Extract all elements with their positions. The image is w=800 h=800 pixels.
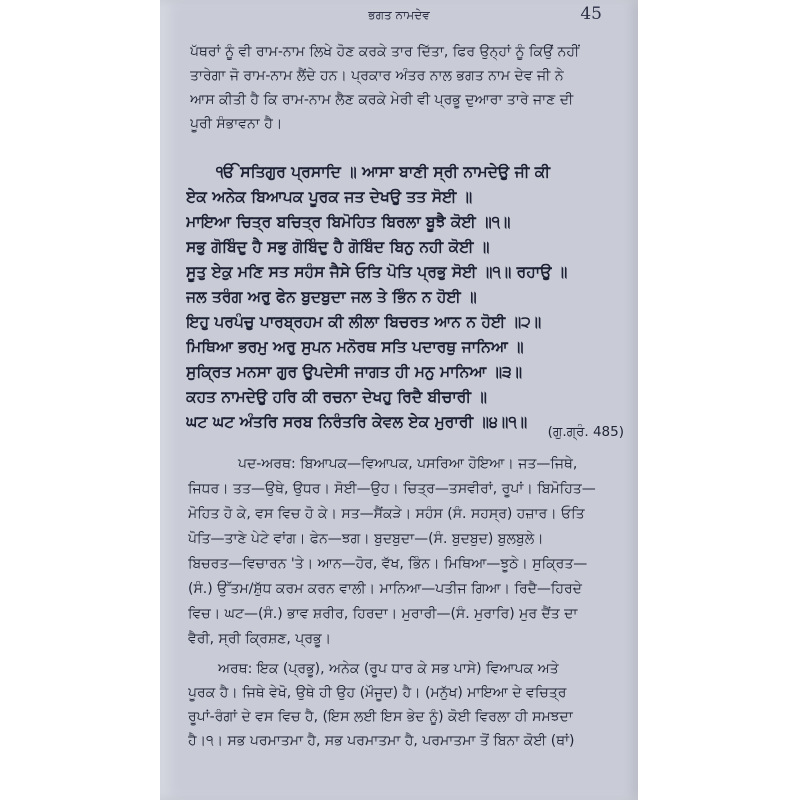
prose-line: ਤਾਰੇਗਾ ਜੋ ਰਾਮ-ਨਾਮ ਲੈਂਦੇ ਹਨ। ਪ੍ਰਕਾਰ ਅੰਤਰ ਨਾਲ ਭਗਤ ਨਾਮ ਦੇਵ ਜੀ ਨੇ (190, 68, 564, 84)
hymn-verse (186, 160, 616, 435)
verse-line: ਏਕ ਅਨੇਕ ਬਿਆਪਕ ਪੂਰਕ ਜਤ ਦੇਖਉ ਤਤ ਸੋਈ ॥ (186, 188, 473, 206)
verse-line: ਮਾਇਆ ਚਿਤ੍ਰ ਬਚਿਤ੍ਰ ਬਿਮੋਹਿਤ ਬਿਰਲਾ ਬੂਝੈ ਕੋਈ ॥੧॥ (186, 213, 511, 231)
meaning-line: ਪੂਰਕ ਹੈ। ਜਿਥੇ ਵੇਖੋ, ਉਥੇ ਹੀ ਉਹ (ਮੌਜੂਦ) ਹੈ। (ਮਨੁੱਖ) ਮਾਇਆ ਦੇ ਵਚਿਤ੍ਰ (188, 685, 567, 701)
meaning-paragraph (188, 657, 618, 753)
glossary-line: ਵਿਚ। ਘਟ—(ਸੰ.) ਭਾਵ ਸ਼ਰੀਰ, ਹਿਰਦਾ। ਮੁਰਾਰੀ—(ਸੰ. ਮੁਰਾਰਿ) ਮੁਰ ਦੈਂਤ ਦਾ (188, 606, 578, 622)
verse-line: ਸਭੁ ਗੋਬਿੰਦੁ ਹੈ ਸਭੁ ਗੋਬਿੰਦੁ ਹੈ ਗੋਬਿੰਦ ਬਿਨੁ ਨਹੀ ਕੋਈ ॥ (186, 238, 490, 256)
verse-line: ਸੁਕ੍ਰਿਤ ਮਨਸਾ ਗੁਰ ਉਪਦੇਸੀ ਜਾਗਤ ਹੀ ਮਨੁ ਮਾਨਿਆ ॥੩॥ (186, 363, 523, 381)
glossary-line: ਬਿਚਰਤ—ਵਿਚਾਰਨ 'ਤੇ। ਆਨ—ਹੋਰ, ਵੱਖ, ਭਿੰਨ। ਮਿਥਿਆ—ਝੂਠੇ। ਸੁਕ੍ਰਿਤ— (188, 556, 588, 572)
verse-line: ਇਹੁ ਪਰਪੰਚੁ ਪਾਰਬ੍ਰਹਮ ਕੀ ਲੀਲਾ ਬਿਚਰਤ ਆਨ ਨ ਹੋਈ ॥੨॥ (186, 313, 542, 331)
meaning-line: ਰੂਪਾਂ-ਰੰਗਾਂ ਦੇ ਵਸ ਵਿਚ ਹੈ, (ਇਸ ਲਈ ਇਸ ਭੇਦ ਨੂੰ) ਕੋਈ ਵਿਰਲਾ ਹੀ ਸਮਝਦਾ (188, 709, 573, 725)
prose-line: ਆਸ ਕੀਤੀ ਹੈ ਕਿ ਰਾਮ-ਨਾਮ ਲੈਣ ਕਰਕੇ ਮੇਰੀ ਵੀ ਪ੍ਰਭੂ ਦੁਆਰਾ ਤਾਰੇ ਜਾਣ ਦੀ (190, 92, 574, 108)
meaning-line: ਅਰਥ: ਇਕ (ਪ੍ਰਭੂ), ਅਨੇਕ (ਰੂਪ ਧਾਰ ਕੇ ਸਭ ਪਾਸੇ) ਵਿਆਪਕ ਅਤੇ (218, 661, 559, 677)
verse-line: ਮਿਥਿਆ ਭਰਮੁ ਅਰੁ ਸੁਪਨ ਮਨੋਰਥ ਸਤਿ ਪਦਾਰਥੁ ਜਾਨਿਆ ॥ (186, 338, 524, 356)
glossary-line: ਵੈਰੀ, ਸ੍ਰੀ ਕ੍ਰਿਸ਼ਣ, ਪ੍ਰਭੂ। (188, 631, 332, 647)
page-number: 45 (580, 4, 602, 24)
glossary-line: (ਸੰ.) ਉੱਤਮ/ਸ਼ੁੱਧ ਕਰਮ ਕਰਨ ਵਾਲੀ। ਮਾਨਿਆ—ਪਤੀਜ ਗਿਆ। ਰਿਦੈ—ਹਿਰਦੇ (188, 581, 582, 597)
verse-line: ਸੂਤੁ ਏਕੁ ਮਣਿ ਸਤ ਸਹੰਸ ਜੈਸੇ ਓਤਿ ਪੋਤਿ ਪ੍ਰਭੁ ਸੋਈ ॥੧॥ ਰਹਾਉ ॥ (186, 263, 568, 281)
running-head: ਭਗਤ ਨਾਮਦੇਵ (368, 8, 430, 22)
prose-line: ਪੱਥਰਾਂ ਨੂੰ ਵੀ ਰਾਮ-ਨਾਮ ਲਿਖੇ ਹੋਣ ਕਰਕੇ ਤਾਰ ਦਿੱਤਾ, ਫਿਰ ਉਨ੍ਹਾਂ ਨੂੰ ਕਿਉਂ ਨਹੀਂ (190, 44, 580, 60)
meaning-line: ਹੈ।੧। ਸਭ ਪਰਮਾਤਮਾ ਹੈ, ਸਭ ਪਰਮਾਤਮਾ ਹੈ, ਪਰਮਾਤਮਾ ਤੋਂ ਬਿਨਾ ਕੋਈ (ਥਾਂ) (188, 733, 575, 749)
intro-paragraph (190, 40, 605, 136)
glossary-paragraph (188, 452, 618, 652)
verse-line: ਕਹਤ ਨਾਮਦੇਉ ਹਰਿ ਕੀ ਰਚਨਾ ਦੇਖਹੁ ਰਿਦੈ ਬੀਚਾਰੀ ॥ (186, 388, 487, 406)
verse-line: ਜਲ ਤਰੰਗ ਅਰੁ ਫੇਨ ਬੁਦਬੁਦਾ ਜਲ ਤੇ ਭਿੰਨ ਨ ਹੋਈ ॥ (186, 288, 477, 306)
verse-line: ਘਟ ਘਟ ਅੰਤਰਿ ਸਰਬ ਨਿਰੰਤਰਿ ਕੇਵਲ ਏਕ ਮੁਰਾਰੀ ॥੪॥੧॥ (186, 413, 528, 431)
prose-line: ਪੂਰੀ ਸੰਭਾਵਨਾ ਹੈ। (190, 116, 283, 132)
glossary-line: ਜਿਧਰ। ਤਤ—ਉਥੇ, ਉਧਰ। ਸੋਈ—ਉਹ। ਚਿਤ੍ਰ—ਤਸਵੀਰਾਂ, ਰੂਪਾਂ। ਬਿਮੋਹਿਤ— (188, 481, 596, 497)
verse-line: ੴ ਸਤਿਗੁਰ ਪ੍ਰਸਾਦਿ ॥ ਆਸਾ ਬਾਣੀ ਸ੍ਰੀ ਨਾਮਦੇਉ ਜੀ ਕੀ (216, 163, 551, 181)
book-page (160, 0, 638, 800)
glossary-line: ਮੋਹਿਤ ਹੋ ਕੇ, ਵਸ ਵਿਚ ਹੋ ਕੇ। ਸਤ—ਸੈਂਕੜੇ। ਸਹੰਸ (ਸੰ. ਸਹਸ੍ਰ) ਹਜ਼ਾਰ। ਓਤਿ (188, 506, 585, 522)
scripture-reference: (ਗੁ.ਗ੍ਰੰ. 485) (547, 424, 624, 440)
glossary-line: ਪਦ-ਅਰਥ: ਬਿਆਪਕ—ਵਿਆਪਕ, ਪਸਰਿਆ ਹੋਇਆ। ਜਤ—ਜਿਥੇ, (238, 456, 578, 472)
glossary-line: ਪੋਤਿ—ਤਾਣੇ ਪੇਟੇ ਵਾਂਗ। ਫੇਨ—ਝਗ। ਬੁਦਬੁਦਾ—(ਸੰ. ਬੁਦਬੁਦ) ਬੁਲਬੁਲੇ। (188, 531, 544, 547)
